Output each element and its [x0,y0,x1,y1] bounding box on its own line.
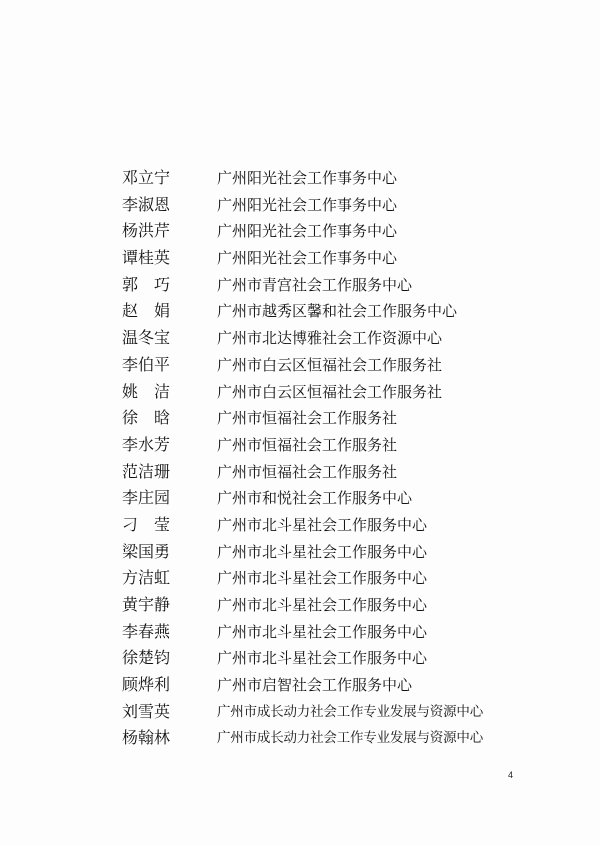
person-name: 方洁虹 [122,568,171,588]
list-item [0,539,600,566]
organization-name: 广州市北斗星社会工作服务中心 [217,649,428,668]
person-name: 李庄园 [122,488,171,508]
list-item [0,298,600,325]
person-name: 温冬宝 [122,328,171,348]
person-name: 邓立宁 [122,168,171,187]
organization-name: 广州市和悦社会工作服务中心 [217,489,413,508]
list-item [0,218,600,245]
person-name: 刁 莹 [122,514,171,534]
person-name: 徐 晗 [122,408,171,428]
person-name: 郭 巧 [122,274,171,294]
organization-name: 广州市恒福社会工作服务社 [217,409,398,428]
person-name: 梁国勇 [122,541,171,561]
list-item [0,405,600,432]
organization-name: 广州市北斗星社会工作服务中心 [217,542,428,561]
organization-name: 广州市北达博雅社会工作资源中心 [217,329,443,348]
person-name: 李春燕 [122,621,171,641]
person-name: 谭桂英 [122,248,171,268]
person-name: 李伯平 [122,354,171,374]
organization-name: 广州市北斗星社会工作服务中心 [217,622,428,641]
organization-name: 广州市青宫社会工作服务中心 [217,275,413,294]
person-name: 徐楚钧 [122,648,171,668]
list-item [0,645,600,672]
list-item [0,352,600,379]
list-item [0,432,600,459]
list-item [0,565,600,592]
person-name: 李淑恩 [122,194,171,214]
person-name: 范洁珊 [122,461,171,481]
list-item [0,245,600,272]
name-list [0,165,600,752]
list-item [0,325,600,352]
person-name: 姚 洁 [122,381,171,401]
list-item [0,485,600,512]
organization-name: 广州市越秀区馨和社会工作服务中心 [217,302,458,321]
list-item [0,619,600,646]
organization-name: 广州阳光社会工作事务中心 [217,249,398,268]
person-name: 李水芳 [122,434,171,454]
person-name: 赵 娟 [122,301,171,321]
list-item [0,459,600,486]
list-item [0,512,600,539]
list-item [0,272,600,299]
organization-name: 广州市北斗星社会工作服务中心 [217,596,428,614]
organization-name: 广州市恒福社会工作服务社 [217,435,398,454]
organization-name: 广州市北斗星社会工作服务中心 [217,515,428,534]
person-name: 刘雪英 [122,701,171,721]
list-item [0,699,600,726]
person-name: 杨翰林 [122,728,171,748]
organization-name: 广州市成长动力社会工作专业发展与资源中心 [217,703,483,720]
list-item [0,192,600,219]
organization-name: 广州市北斗星社会工作服务中心 [217,569,428,588]
organization-name: 广州阳光社会工作事务中心 [217,169,398,187]
organization-name: 广州市白云区恒福社会工作服务社 [217,355,443,374]
organization-name: 广州市白云区恒福社会工作服务社 [217,382,443,401]
organization-name: 广州市恒福社会工作服务社 [217,462,398,481]
page-number: 4 [508,770,514,780]
organization-name: 广州阳光社会工作事务中心 [217,222,398,241]
person-name: 黄宇静 [122,595,171,614]
organization-name: 广州阳光社会工作事务中心 [217,195,398,214]
list-item [0,725,600,752]
person-name: 顾烨利 [122,675,171,695]
list-item [0,672,600,699]
list-item [0,592,600,619]
organization-name: 广州市成长动力社会工作专业发展与资源中心 [217,730,483,747]
list-item [0,379,600,406]
organization-name: 广州市启智社会工作服务中心 [217,676,413,695]
list-item [0,165,600,192]
person-name: 杨洪芹 [122,221,171,241]
